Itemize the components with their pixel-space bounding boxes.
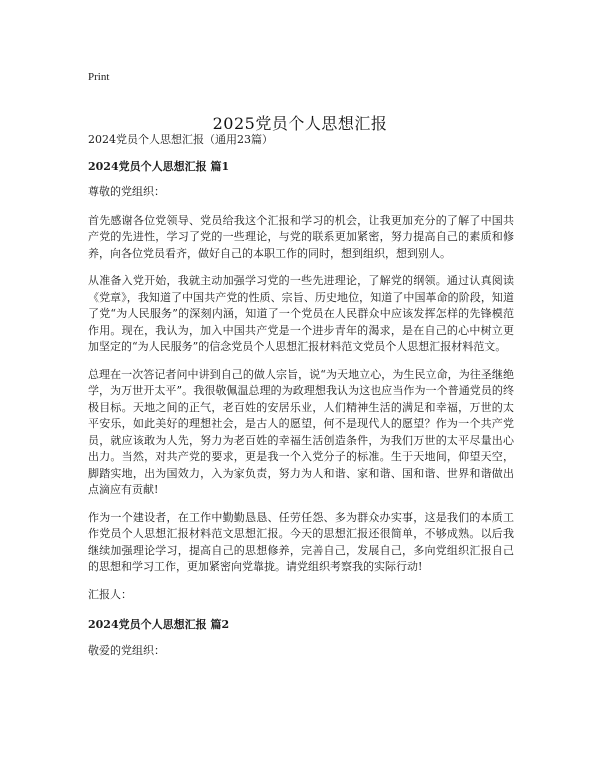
paragraph: 从准备入党开始，我就主动加强学习党的一些先进理论，了解党的纲领。通过认真阅读《党章》，我知道了中国共产党的性质、宗旨、历史地位，知道了中国革命的阶段，知道了党“为人民服务”的深刻内涵，知道了一个党员在人民群众中应该发挥怎样的先锋模范作用。现在，我认为，加入中国共产党是一个进步青年的渴求，是在自己的心中树立更加坚定的“为人民服务”的信念党员个人思想汇报材料范文党员个人思想汇报材料范文。 bbox=[88, 274, 514, 353]
greeting-2: 敬爱的党组织： bbox=[88, 643, 165, 657]
signoff: 汇报人： bbox=[88, 587, 132, 601]
paragraph: 首先感谢各位党领导、党员给我这个汇报和学习的机会，让我更加充分的了解了中国共产党的先进性，学习了党的一些理论，与党的联系更加紧密，努力提高自己的素质和修养，向各位党员看齐，做好自己的本职工作的同时，想到组织，想到别人。 bbox=[88, 213, 514, 260]
document-title: 2025党员个人思想汇报 bbox=[212, 113, 388, 133]
document-body bbox=[88, 132, 514, 671]
greeting-1: 尊敬的党组织： bbox=[88, 185, 165, 198]
paragraph: 作为一个建设者，在工作中勤勤恳恳、任劳任怨、多为群众办实事，这是我们的本质工作党员个人思想汇报材料范文思想汇报。今天的思想汇报还很简单，不够成熟。以后我继续加强理论学习，提高自己的思想修养，完善自己，发展自己，多向党组织汇报自己的思想和学习工作，更加紧密向党靠拢。请党组织考察我的实际行动! bbox=[88, 510, 514, 573]
section-heading-2: 2024党员个人思想汇报 篇2 bbox=[88, 618, 230, 631]
paragraph: 总理在一次答记者问中讲到自己的做人宗旨，说“为天地立心，为生民立命，为往圣继绝学，为万世开太平”。我很敬佩温总理的为政理想我认为这也应当作为一个普通党员的终极目标。天地之间的正气，老百姓的安居乐业，人们精神生活的满足和幸福，万世的太平安乐，如此美好的理想社会，是古人的愿望，何不是现代人的愿望？作为一个共产党员，就应该敢为人先，努力为老百姓的幸福生活创造条件，为我们万世的太平尽量出心出力。当然，对共产党的要求，更是我一个入党分子的标准。生于天地间，仰望天空，脚踏实地，出为国效力，入为家负责，努力为人和谐、家和谐、国和谐、世界和谐做出点滴应有贡献! bbox=[88, 367, 514, 496]
document-subtitle: 2024党员个人思想汇报（通用23篇） bbox=[88, 133, 273, 146]
section-heading-1: 2024党员个人思想汇报 篇1 bbox=[88, 159, 230, 173]
print-label: Print bbox=[88, 71, 110, 83]
